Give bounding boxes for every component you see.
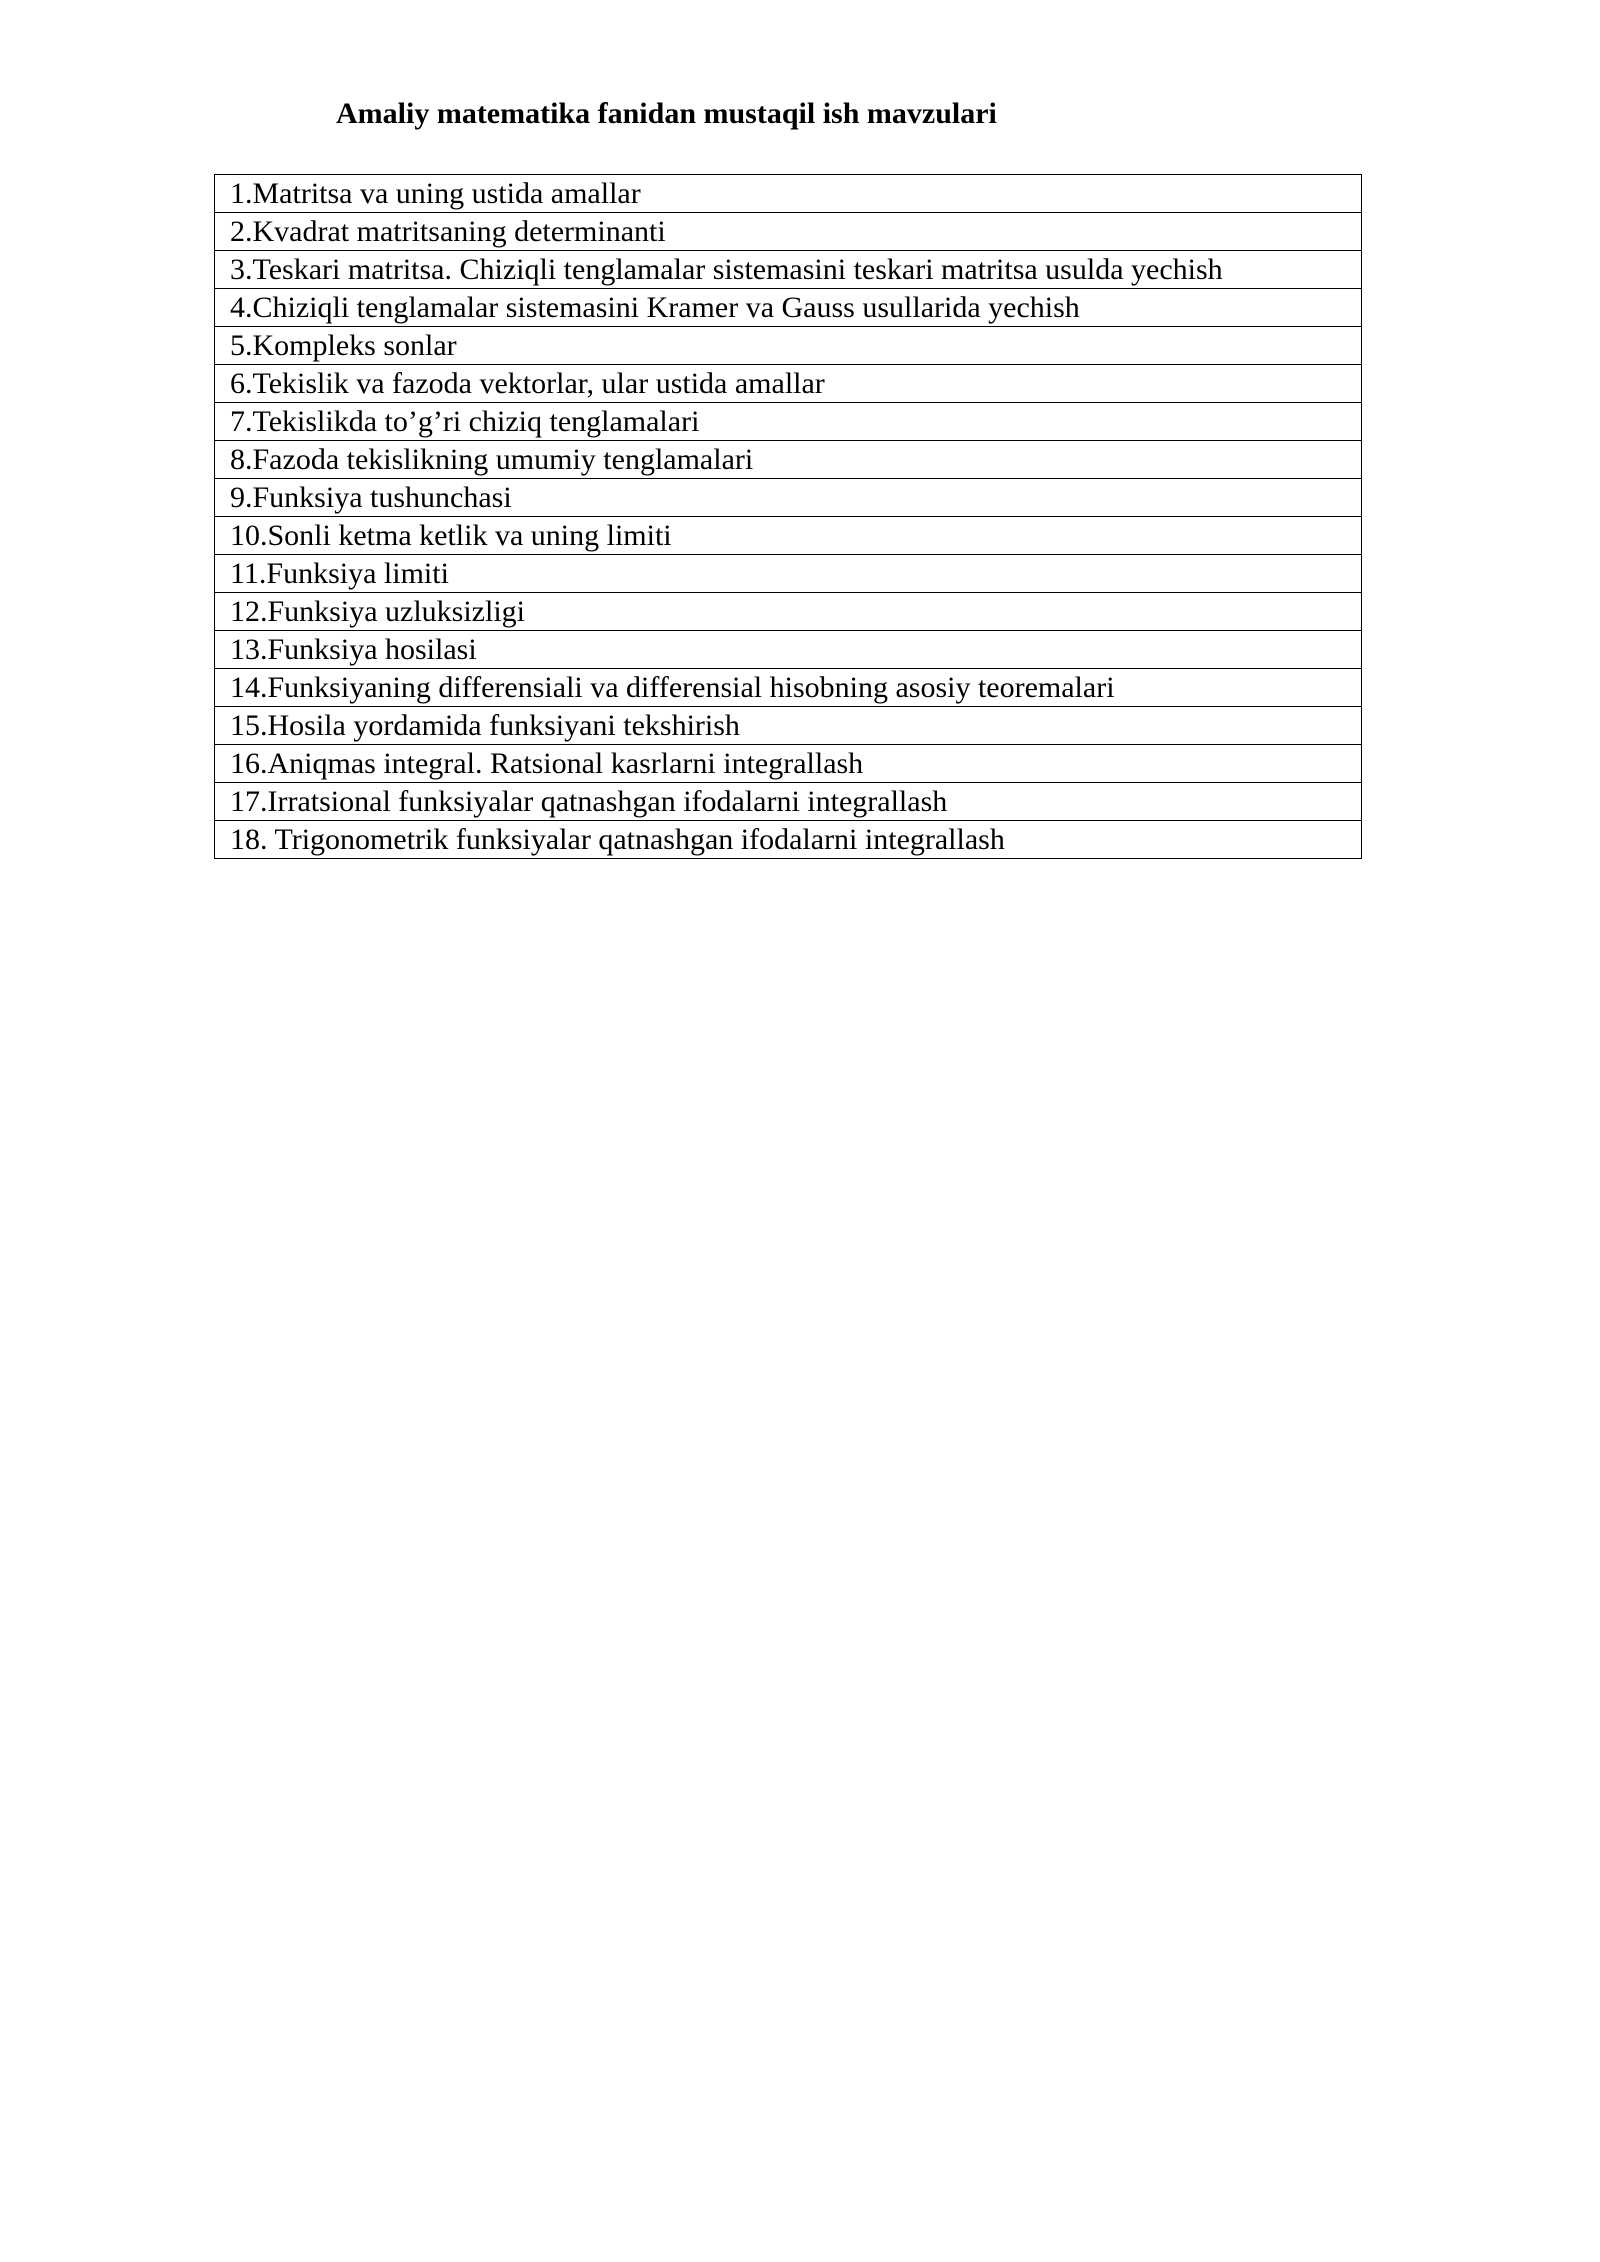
table-row [215,821,1362,859]
topic-cell: 10.Sonli ketma ketlik va uning limiti [215,517,1362,555]
table-row [215,403,1362,441]
table-row [215,669,1362,707]
topic-cell: 9.Funksiya tushunchasi [215,479,1362,517]
topic-cell: 12.Funksiya uzluksizligi [215,593,1362,631]
table-row [215,175,1362,213]
table-row [215,365,1362,403]
topic-cell: 17.Irratsional funksiyalar qatnashgan ifodalarni integrallash [215,783,1362,821]
table-row [215,213,1362,251]
table-row [215,289,1362,327]
topic-cell: 8.Fazoda tekislikning umumiy tenglamalari [215,441,1362,479]
topic-cell: 6.Tekislik va fazoda vektorlar, ular ustida amallar [215,365,1362,403]
table-row [215,441,1362,479]
table-row [215,555,1362,593]
topic-cell: 7.Tekislikda to’g’ri chiziq tenglamalari [215,403,1362,441]
topic-cell: 16.Aniqmas integral. Ratsional kasrlarni integrallash [215,745,1362,783]
topics-table [214,174,1362,859]
topic-cell: 18. Trigonometrik funksiyalar qatnashgan ifodalarni integrallash [215,821,1362,859]
table-row [215,593,1362,631]
topic-cell: 3.Teskari matritsa. Chiziqli tenglamalar sistemasini teskari matritsa usulda yechish [215,251,1362,289]
topic-cell: 4.Chiziqli tenglamalar sistemasini Kramer va Gauss usullarida yechish [215,289,1362,327]
topic-cell: 5.Kompleks sonlar [215,327,1362,365]
table-row [215,783,1362,821]
table-row [215,327,1362,365]
topic-cell: 15.Hosila yordamida funksiyani tekshirish [215,707,1362,745]
document-title: Amaliy matematika fanidan mustaqil ish mavzulari [336,97,997,130]
table-row [215,745,1362,783]
table-row [215,479,1362,517]
table-row [215,631,1362,669]
topic-cell: 1.Matritsa va uning ustida amallar [215,175,1362,213]
table-row [215,517,1362,555]
table-row [215,707,1362,745]
topic-cell: 11.Funksiya limiti [215,555,1362,593]
topic-cell: 14.Funksiyaning differensiali va differensial hisobning asosiy teoremalari [215,669,1362,707]
topic-cell: 13.Funksiya hosilasi [215,631,1362,669]
table-row [215,251,1362,289]
topic-cell: 2.Kvadrat matritsaning determinanti [215,213,1362,251]
